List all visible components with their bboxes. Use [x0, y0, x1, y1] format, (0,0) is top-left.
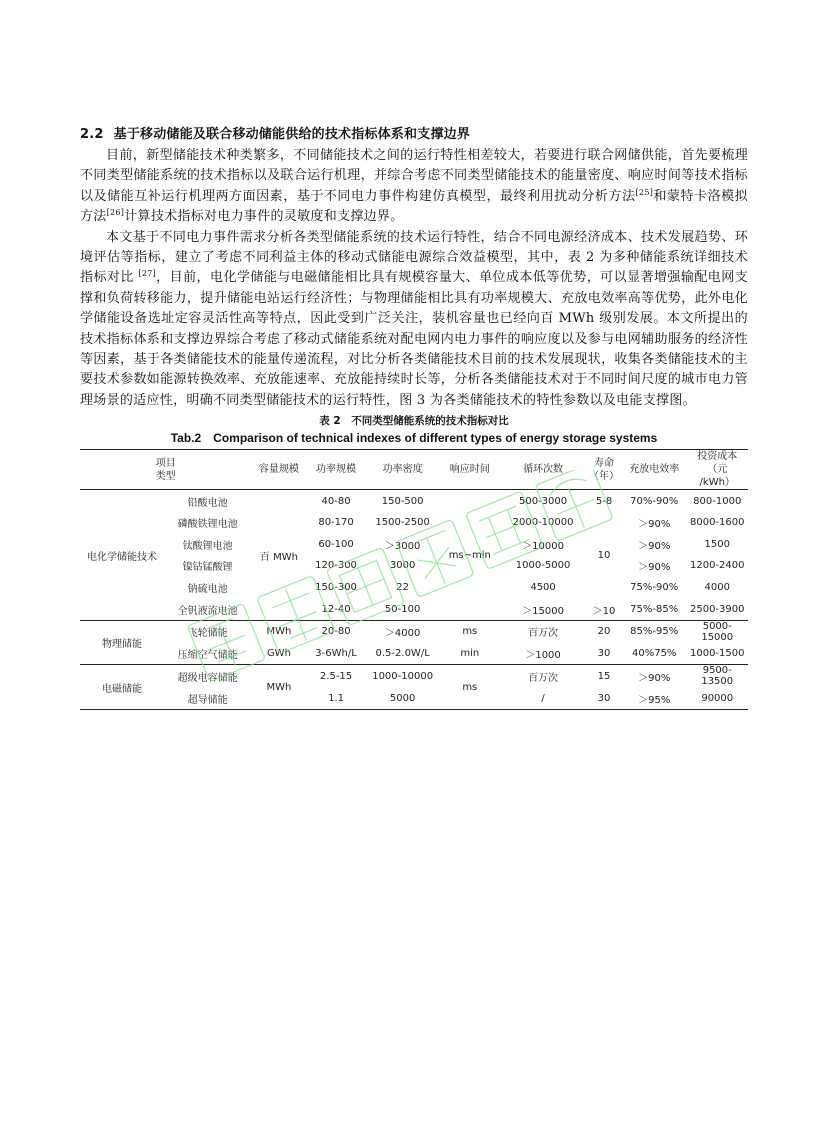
cost-cell: 800-1000 [693, 495, 742, 507]
efficiency-cell: ＞95% [638, 694, 671, 706]
paragraph-2-text-b: ，目前，电化学储能与电磁储能相比具有规模容量大、单位成本低等优势，可以显著增强输配电网支撑和负荷转移能力，提升储能电站运行经济性；与物理储能相比具有功率规模大、充放电效率高等优势，此外电化学储能设备选址定容灵活性高等特点，因此受到广泛关注，装机容量也已经向百 MWh 级别发展。本文所提出的技术指标体系和支撑边界综合考虑了移动式储能系统对配电网内电力事件的响应度以及参与电网辅助服务的经济性等因素，基于各类储能技术的能量传递流程，对比分析各类储能技术目前的技术发展现状，收集各类储能技术的主要技术参数如能源转换效率、充放能速率、充放能持续时长等，分析各类储能技术对于不同时间尺度的城市电力管理场景的适应性，明确不同类型储能技术的运行特性，图 3 为各类储能技术的特性参数以及电能支撑图。 [80, 270, 748, 408]
table-row [80, 577, 748, 599]
density-cell: 5000 [389, 692, 416, 704]
cycles-cell: 百万次 [528, 628, 559, 640]
table-caption-cn: 表 2 不同类型储能系统的技术指标对比 [319, 415, 509, 428]
life-cell: 10 [597, 549, 611, 561]
efficiency-cell: ＞90% [638, 672, 671, 684]
cost-cell: 2500-3900 [689, 603, 745, 615]
category-cell: 物理储能 [101, 639, 142, 651]
table-row [80, 598, 748, 620]
header-power: 功率规模 [316, 464, 357, 476]
table-row [80, 620, 748, 643]
tech-name-cell: 压缩空气储能 [177, 650, 238, 662]
cost-cell: 90000 [701, 692, 734, 704]
power-cell: 12-40 [321, 603, 351, 615]
cost-cell: 9500-13500 [701, 665, 734, 688]
density-cell: ＞4000 [384, 628, 421, 640]
cost-cell: 1000-1500 [689, 648, 745, 660]
table-row [80, 490, 748, 512]
cost-cell: 4000 [704, 581, 730, 593]
life-cell: 20 [597, 626, 611, 638]
tech-index-table [80, 449, 748, 710]
tech-name-cell: 飞轮储能 [187, 628, 228, 640]
citation-26: [26] [106, 208, 125, 218]
table-row [80, 687, 748, 709]
efficiency-cell: 75%-85% [630, 603, 679, 615]
category-cell: 电化学储能技术 [86, 551, 157, 563]
cycles-cell: ＞1000 [525, 650, 561, 662]
power-cell: 2.5-15 [319, 670, 353, 682]
header-life: 寿命 （年） [589, 457, 620, 482]
cycles-cell: ＞10000 [522, 540, 564, 552]
efficiency-cell: 75%-90% [630, 581, 679, 593]
cost-cell: 1500 [704, 538, 730, 550]
cycles-cell: 2000-10000 [512, 517, 574, 529]
header-efficiency: 充放电效率 [629, 464, 680, 476]
tech-name-cell: 铅酸电池 [187, 497, 228, 509]
cycles-cell: / [541, 692, 545, 704]
efficiency-cell: 40%75% [631, 648, 677, 660]
power-cell: 120-300 [315, 560, 357, 572]
capacity-cell: MWh [266, 626, 292, 638]
life-cell: 30 [597, 648, 611, 660]
density-cell: 22 [396, 581, 409, 593]
table-caption-en: Tab.2 Comparison of technical indexes of different types of energy storage systems [170, 431, 658, 446]
density-cell: 3000 [389, 560, 416, 572]
density-cell: 1000-10000 [372, 670, 434, 682]
table-row [80, 665, 748, 688]
power-cell: 150-300 [315, 581, 357, 593]
density-cell: 1500-2500 [375, 517, 430, 529]
cycles-cell: 500-3000 [518, 495, 568, 507]
header-power-density: 功率密度 [382, 464, 423, 476]
power-cell: 20-80 [321, 626, 351, 638]
paragraph-1-text-b: 和蒙特卡洛模拟方法 [80, 188, 748, 225]
section-number: 2.2 [80, 127, 104, 142]
response-cell: ms [462, 681, 478, 693]
density-cell: 150-500 [381, 495, 424, 507]
paragraph-2 [80, 228, 748, 412]
paragraph-1-text-c: 计算技术指标对电力事件的灵敏度和支撑边界。 [124, 209, 404, 225]
response-cell: ms [462, 626, 478, 638]
efficiency-cell: 70%-90% [630, 495, 679, 507]
tech-name-cell: 超级电容储能 [177, 672, 238, 684]
section-heading [80, 123, 748, 142]
capacity-cell: MWh [266, 681, 292, 693]
citation-25: [25] [635, 187, 654, 197]
density-cell: 50-100 [384, 603, 421, 615]
response-cell: min [460, 648, 480, 660]
power-cell: 3-6Wh/L [315, 648, 357, 660]
capacity-cell: 百 MWh [259, 551, 298, 563]
section-title: 基于移动储能及联合移动储能供给的技术指标体系和支撑边界 [113, 127, 471, 142]
efficiency-cell: 85%-95% [630, 626, 679, 638]
citation-27: [27] [138, 269, 157, 279]
table-row [80, 533, 748, 555]
header-cost: 投资成本（元 /kWh） [697, 451, 738, 489]
header-type: 项目 类型 [155, 457, 176, 482]
capacity-cell: GWh [266, 648, 291, 660]
table-header-row [80, 450, 748, 490]
life-cell: 30 [597, 692, 611, 704]
tech-name-cell: 超导储能 [187, 694, 228, 706]
tech-name-cell: 磷酸铁锂电池 [177, 519, 238, 531]
table-row [80, 512, 748, 534]
life-cell: 5-8 [595, 495, 613, 507]
cost-cell: 5000-15000 [701, 620, 734, 643]
tech-name-cell: 镍钴锰酸锂 [182, 562, 233, 574]
cycles-cell: 1000-5000 [515, 560, 571, 572]
paragraph-1 [80, 146, 748, 228]
paragraph-1-text-a: 目前，新型储能技术种类繁多，不同储能技术之间的运行特性相差较大，若要进行联合网储供能，首先要梳理不同类型储能系统的技术指标以及联合运行机理，并综合考虑不同类型储能技术的能量密度、响应时间等技术指标以及储能互补运行机理两方面因素，基于不同电力事件构建仿真模型，最终利用扰动分析方法 [80, 148, 748, 204]
power-cell: 1.1 [328, 692, 344, 704]
efficiency-cell: ＞90% [638, 519, 671, 531]
cycles-cell: 4500 [530, 581, 556, 593]
power-cell: 40-80 [321, 495, 351, 507]
table-row [80, 555, 748, 577]
power-cell: 80-170 [318, 517, 354, 529]
density-cell: ＞3000 [384, 540, 421, 552]
header-capacity: 容量规模 [258, 464, 299, 476]
category-cell: 电磁储能 [101, 683, 142, 695]
efficiency-cell: ＞90% [638, 540, 671, 552]
tech-name-cell: 钠硫电池 [187, 583, 228, 595]
paper-page [80, 118, 748, 710]
paragraph-2-text-a: 本文基于不同电力事件需求分析各类型储能系统的技术运行特性，结合不同电源经济成本、技术发展趋势、环境评估等指标，建立了考虑不同利益主体的移动式储能电源综合效益模型，其中，表 2 为多种储能系统详细技术指标对比 [80, 229, 748, 286]
life-cell: ＞10 [592, 605, 616, 617]
tech-name-cell: 全钒液流电池 [177, 605, 238, 617]
table-row [80, 643, 748, 665]
header-response: 响应时间 [449, 464, 490, 476]
cycles-cell: ＞15000 [522, 605, 564, 617]
cost-cell: 8000-1600 [689, 517, 745, 529]
power-cell: 60-100 [318, 538, 354, 550]
response-cell: ms~min [448, 549, 491, 561]
efficiency-cell: ＞90% [638, 562, 671, 574]
life-cell: 15 [597, 670, 611, 682]
density-cell: 0.5-2.0W/L [375, 648, 430, 660]
cycles-cell: 百万次 [528, 672, 559, 684]
header-cycles: 循环次数 [523, 464, 564, 476]
cost-cell: 1200-2400 [689, 560, 745, 572]
tech-name-cell: 钛酸锂电池 [182, 540, 233, 552]
